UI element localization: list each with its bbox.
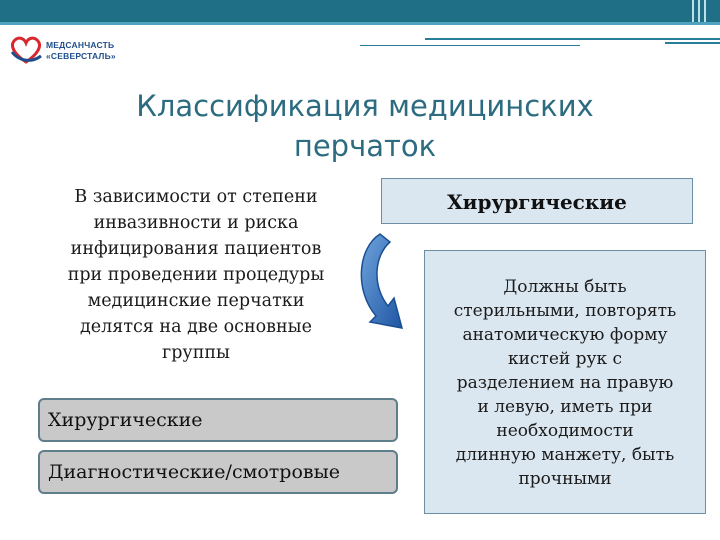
description-line: разделением на правую — [456, 373, 674, 393]
title-line-1: Классификация медицинских — [136, 89, 594, 123]
surgical-heading-box: Хирургические — [381, 178, 693, 224]
header-underline — [0, 22, 720, 25]
intro-line: медицинские перчатки — [87, 291, 305, 311]
decor-rule — [425, 38, 720, 40]
logo-line-2: «СЕВЕРСТАЛЬ» — [46, 51, 116, 61]
title-line-2: перчаток — [293, 129, 437, 163]
description-line: кистей рук с — [507, 349, 623, 369]
intro-line: инвазивности и риска — [93, 213, 299, 233]
decor-rule-thin — [360, 45, 580, 46]
heart-logo-icon — [8, 32, 44, 68]
logo-text — [46, 40, 116, 62]
option-surgical: Хирургические — [38, 398, 398, 442]
intro-line: делятся на две основные — [80, 317, 312, 337]
description-line: прочными — [518, 469, 612, 489]
description-line: Должны быть — [503, 277, 627, 297]
decor-rule-short — [665, 42, 720, 44]
intro-paragraph — [30, 184, 362, 366]
intro-line: группы — [162, 343, 230, 363]
option-diagnostic: Диагностические/смотровые — [38, 450, 398, 494]
logo — [8, 32, 138, 72]
description-line: анатомическую форму — [462, 325, 668, 345]
description-line: длинную манжету, быть — [455, 445, 675, 465]
curved-arrow-icon — [350, 228, 420, 348]
slide-title — [60, 86, 670, 166]
header-band — [0, 0, 720, 22]
intro-line: при проведении процедуры — [67, 265, 325, 285]
description-line: стерильными, повторять — [453, 301, 677, 321]
intro-line: инфицирования пациентов — [70, 239, 322, 259]
logo-line-1: МЕДСАНЧАСТЬ — [46, 40, 115, 50]
header-stripes — [692, 0, 712, 22]
description-line: необходимости — [496, 421, 634, 441]
surgical-description-box — [424, 250, 706, 514]
description-line: и левую, иметь при — [477, 397, 653, 417]
intro-line: В зависимости от степени — [74, 187, 318, 207]
